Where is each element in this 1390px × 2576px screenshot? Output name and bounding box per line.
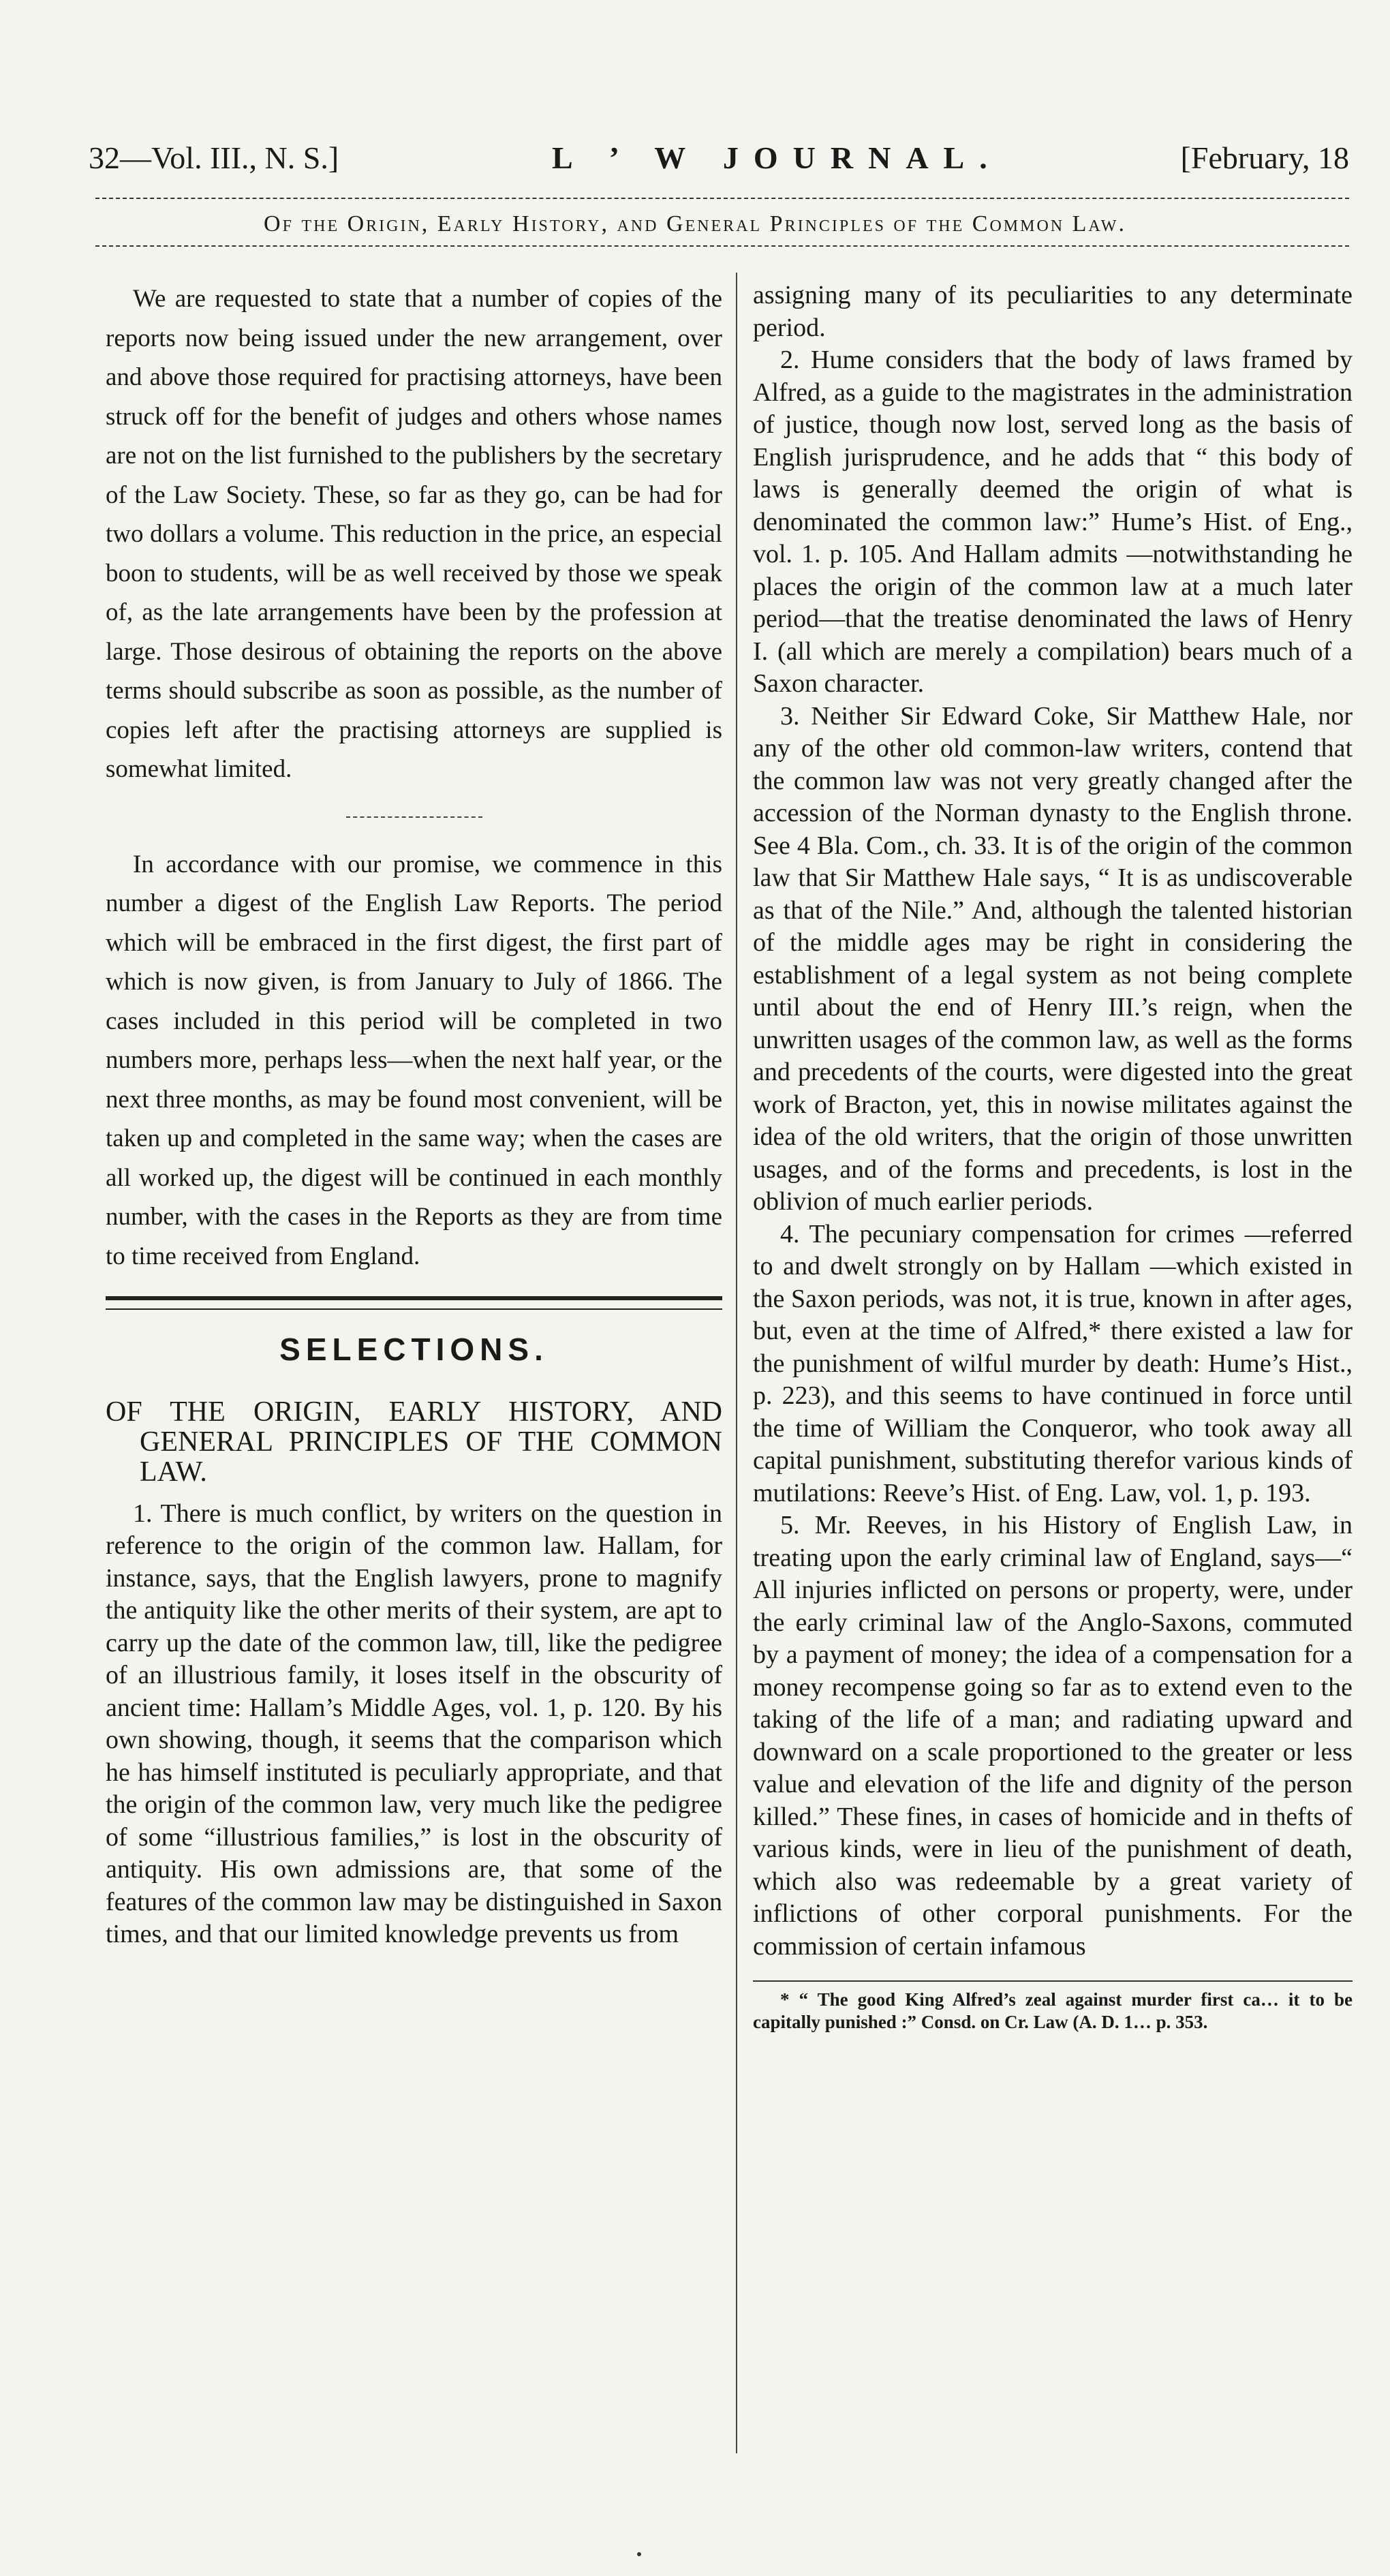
double-rule: [106, 1296, 722, 1310]
notice-digest: In accordance with our promise, we commence in this number a digest of the English Law Reports. The period which will be embraced in the first digest, the first part of which is now given, is from January to July of 1866. The cases included in this period will be completed in two numbers more, perhaps less—when the next half year, or the next three months, as may be found most convenient, will be taken up and completed in the same way; when the cases are all worked up, the digest will be continued in each monthly number, with the cases in the Reports as they are from time to time received from England.: [106, 850, 722, 1270]
article-paragraph-4: 4. The pecuniary compensation for crimes —referred to and dwelt strongly on by Hallam —which existed in the Saxon periods, was not, it is true, known in after ages, but, even at the time of Alfred,* there existed a law for the punishment of wilful murder by death: Hume’s Hist., p. 223), and this seems to have continued in force until the time of William the Conqueror, who took away all capital punishment, substituting therefor various kinds of mutilations: Reeve’s Hist. of Eng. Law, vol. 1, p. 193.: [753, 1219, 1353, 1507]
article-paragraph-1: 1. There is much conflict, by writers on the question in reference to the origin of the common law. Hallam, for instance, says, that the English lawyers, prone to magnify the antiquity like the other merits of their system, are apt to carry up the date of the common law, till, like the pedigree of an illustrious family, it loses itself in the obscurity of ancient time: Hallam’s Middle Ages, vol. 1, p. 120. By his own showing, though, it seems that the comparison which he has himself instituted is peculiarly appropriate, and that the origin of the common law, very much like the pedigree of some “illustrious families,” is lost in the obscurity of antiquity. His own admissions are, that some of the features of the common law may be distinguished in Saxon times, and that our limited knowledge prevents us from: [106, 1499, 722, 1948]
section-header: Of the Origin, Early History, and General Principles of the Common Law.: [264, 211, 1126, 236]
notice-reports: We are requested to state that a number of copies of the reports now being issued under the new arrangement, over and above those required for practising attorneys, have been struck off for the benefit of judges and others whose names are not on the list furnished to the publishers by the secretary of the Law Society. These, so far as they go, can be had for two dollars a volume. This reduction in the price, an especial boon to students, will be as well received by those we speak of, as the late arrangements have been by the profession at large. Those desirous of obtaining the reports on the above terms should subscribe as soon as possible, as the number of copies left after the practising attorneys are supplied is somewhat limited.: [106, 285, 722, 783]
right-column: [753, 279, 1353, 2034]
footnote: * “ The good King Alfred’s zeal against murder first ca… it to be capitally punished :” Consd. on Cr. Law (A. D. 1… p. 353.: [753, 1989, 1353, 2032]
article-paragraph-5: 5. Mr. Reeves, in his History of English Law, in treating upon the early criminal law of England, says—“ All injuries inflicted on persons or property, were, under the early criminal law of the Anglo-Saxons, commuted by a payment of money; the idea of a compensation for a money recompense going so far as to extend even to the taking of the life of a man; and radiating upward and downward on a scale proportioned to the greater or less value and elevation of the life and dignity of the person killed.” These fines, in cases of homicide and in thefts of various kinds, were in lieu of the punishment of death, which also was redeemable by a great variety of inflictions of other corporal punishments. For the commission of certain infamous: [753, 1511, 1353, 1961]
section-rule: [95, 245, 1349, 247]
article-title: OF THE ORIGIN, EARLY HISTORY, AND GENERAL PRINCIPLES OF THE COMMON LAW.: [106, 1396, 722, 1488]
article-paragraph-2: 2. Hume considers that the body of laws framed by Alfred, as a guide to the magistrates in the administration of justice, though now lost, served long as the basis of English jurisprudence, and he adds that “ this body of laws is generally deemed the origin of what is denominated the common law:” Hume’s Hist. of Eng., vol. 1. p. 105. And Hallam admits —notwithstanding he places the origin of the common law at a much later period—that the treatise denominated the laws of Henry I. (all which are merely a compilation) bears much of a Saxon character.: [753, 346, 1353, 698]
left-column: [106, 279, 722, 1951]
column-divider: [736, 273, 737, 2453]
footnote-rule: [753, 1980, 1353, 1982]
issue-date: [February, 18: [1180, 140, 1349, 175]
journal-title: L ’ W JOURNAL.: [552, 140, 1002, 175]
running-head: [89, 140, 1349, 187]
header-rule: [95, 198, 1349, 199]
page-volume-number: 32—Vol. III., N. S.]: [89, 140, 339, 175]
selections-heading: SELECTIONS.: [279, 1332, 549, 1367]
article-paragraph-3: 3. Neither Sir Edward Coke, Sir Matthew Hale, nor any of the other old common-law writers, contend that the common law was not very greatly changed after the accession of the Norman dynasty to the English throne. See 4 Bla. Com., ch. 33. It is of the origin of the common law that Sir Matthew Hale says, “ It is as undiscoverable as that of the Nile.” And, although the talented historian of the middle ages may be right in considering the establishment of a legal system as not being complete until about the end of Henry III.’s reign, when the unwritten usages of the common law, as well as the forms and precedents of the courts, were digested into the great work of Bracton, yet, this in nowise militates against the idea of the old writers, that the origin of those unwritten usages, and of the forms and precedents, is lost in the oblivion of much earlier periods.: [753, 701, 1353, 1216]
separator-rule: [346, 816, 482, 818]
article-continuation: assigning many of its peculiarities to any determinate period.: [753, 281, 1353, 342]
print-speck: [637, 2552, 641, 2556]
